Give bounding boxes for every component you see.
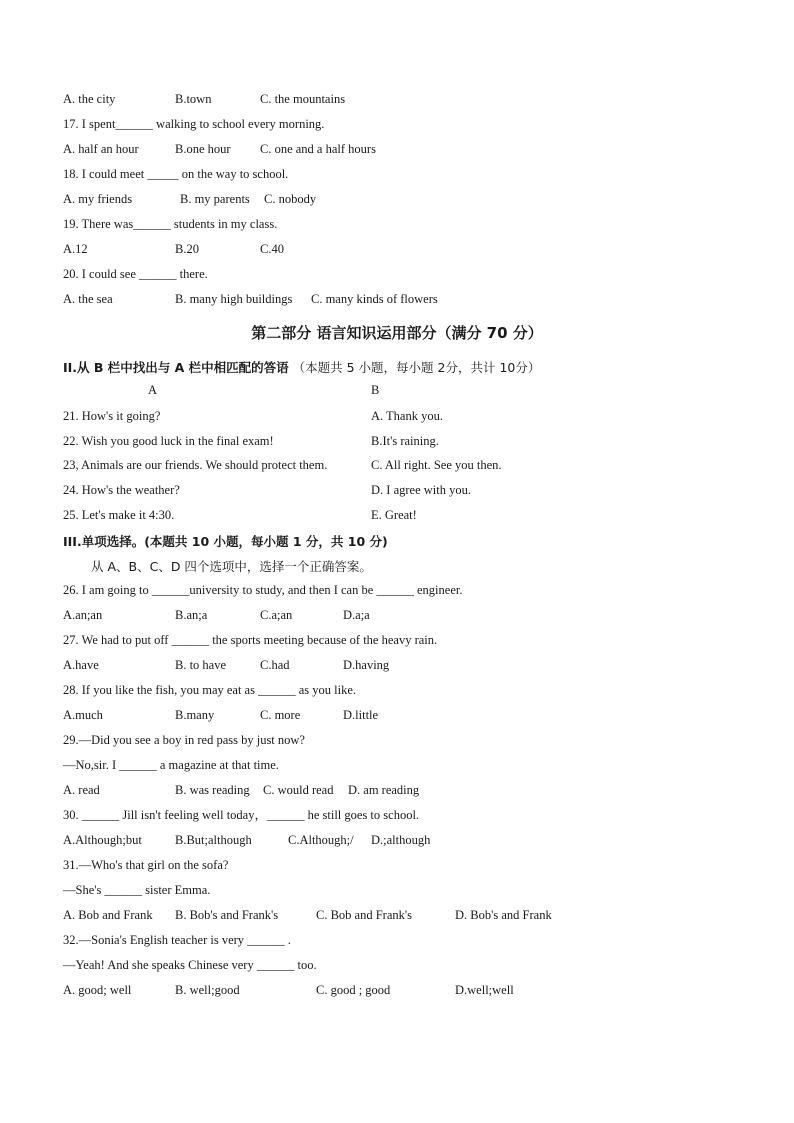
q18-option-a: A. my friends <box>63 192 133 206</box>
q26-stem: 26. I am going to ______university to study, and then I can be ______ engineer. <box>63 583 463 597</box>
q29-option-b: B. was reading <box>175 783 250 797</box>
q29-reply: —No,sir. I ______ a magazine at that time. <box>63 758 279 772</box>
q16-option-b: B.town <box>175 92 212 106</box>
match-a-24: 24. How's the weather? <box>63 483 180 497</box>
q31-option-d: D. Bob's and Frank <box>455 908 552 922</box>
q30-option-a: A.Although;but <box>63 833 142 847</box>
section3-heading-line <box>63 532 388 550</box>
q17-option-c: C. one and a half hours <box>260 142 376 156</box>
q28-stem: 28. If you like the fish, you may eat as ______ as you like. <box>63 683 356 697</box>
column-b-header: B <box>371 383 380 397</box>
q31-option-a: A. Bob and Frank <box>63 908 153 922</box>
q27-stem: 27. We had to put off ______ the sports meeting because of the heavy rain. <box>63 633 438 647</box>
q32-stem: 32.—Sonia's English teacher is very ______ . <box>63 933 291 947</box>
q32-option-c: C. good ; good <box>316 983 391 997</box>
q19-option-b: B.20 <box>175 242 199 256</box>
match-a-22: 22. Wish you good luck in the final exam! <box>63 434 274 448</box>
q18-option-b: B. my parents <box>180 192 250 206</box>
match-a-25: 25. Let's make it 4:30. <box>63 508 175 522</box>
section2-heading-line <box>63 358 540 376</box>
section2-heading: II.从 B 栏中找出与 A 栏中相匹配的答语 <box>63 360 289 375</box>
q32-option-a: A. good; well <box>63 983 132 997</box>
q30-option-b: B.But;although <box>175 833 252 847</box>
q17-option-a: A. half an hour <box>63 142 139 156</box>
section3-heading: III.单项选择。(本题共 10 小题，每小题 1 分，共 10 分) <box>63 534 388 549</box>
q28-option-c: C. more <box>260 708 301 722</box>
q32-reply: —Yeah! And she speaks Chinese very ______ too. <box>63 958 317 972</box>
match-b-e: E. Great! <box>371 508 417 522</box>
q26-option-a: A.an;an <box>63 608 103 622</box>
q28-option-d: D.little <box>343 708 379 722</box>
match-a-23: 23, Animals are our friends. We should protect them. <box>63 458 328 472</box>
q27-option-a: A.have <box>63 658 99 672</box>
match-b-c: C. All right. See you then. <box>371 458 502 472</box>
q26-option-b: B.an;a <box>175 608 208 622</box>
section3-instruction: 从 A、B、C、D 四个选项中，选择一个正确答案。 <box>91 559 372 574</box>
q20-option-c: C. many kinds of flowers <box>311 292 438 306</box>
q30-option-c: C.Although;/ <box>288 833 354 847</box>
q17-option-b: B.one hour <box>175 142 231 156</box>
q32-option-b: B. well;good <box>175 983 240 997</box>
q27-option-c: C.had <box>260 658 290 672</box>
q16-option-c: C. the mountains <box>260 92 346 106</box>
q28-option-a: A.much <box>63 708 103 722</box>
q27-option-d: D.having <box>343 658 390 672</box>
q18-stem: 18. I could meet _____ on the way to school. <box>63 167 289 181</box>
q29-option-a: A. read <box>63 783 100 797</box>
q20-option-b: B. many high buildings <box>175 292 293 306</box>
q16-option-a: A. the city <box>63 92 116 106</box>
q32-option-d: D.well;well <box>455 983 514 997</box>
q29-option-d: D. am reading <box>348 783 420 797</box>
q26-option-d: D.a;a <box>343 608 370 622</box>
q30-stem: 30. ______ Jill isn't feeling well today，______ he still goes to school. <box>63 808 420 822</box>
q19-option-c: C.40 <box>260 242 284 256</box>
q26-option-c: C.a;an <box>260 608 293 622</box>
q20-option-a: A. the sea <box>63 292 113 306</box>
match-a-21: 21. How's it going? <box>63 409 161 423</box>
q28-option-b: B.many <box>175 708 215 722</box>
q27-option-b: B. to have <box>175 658 227 672</box>
match-b-a: A. Thank you. <box>371 409 443 423</box>
match-b-b: B.It's raining. <box>371 434 439 448</box>
match-b-d: D. I agree with you. <box>371 483 471 497</box>
q19-stem: 19. There was______ students in my class. <box>63 217 278 231</box>
q31-option-b: B. Bob's and Frank's <box>175 908 279 922</box>
q18-option-c: C. nobody <box>264 192 317 206</box>
q29-stem: 29.—Did you see a boy in red pass by just now? <box>63 733 305 747</box>
column-a-header: A <box>148 383 158 397</box>
q30-option-d: D.;although <box>371 833 431 847</box>
q29-option-c: C. would read <box>263 783 334 797</box>
q31-stem: 31.—Who's that girl on the sofa? <box>63 858 229 872</box>
q31-option-c: C. Bob and Frank's <box>316 908 413 922</box>
q19-option-a: A.12 <box>63 242 88 256</box>
section2-note: （本题共 5 小题，每小题 2分，共计 10分） <box>292 360 541 375</box>
part2-title: 第二部分 语言知识运用部分（满分 70 分） <box>251 324 543 342</box>
q17-stem: 17. I spent______ walking to school every morning. <box>63 117 325 131</box>
q20-stem: 20. I could see ______ there. <box>63 267 208 281</box>
q31-reply: —She's ______ sister Emma. <box>63 883 211 897</box>
